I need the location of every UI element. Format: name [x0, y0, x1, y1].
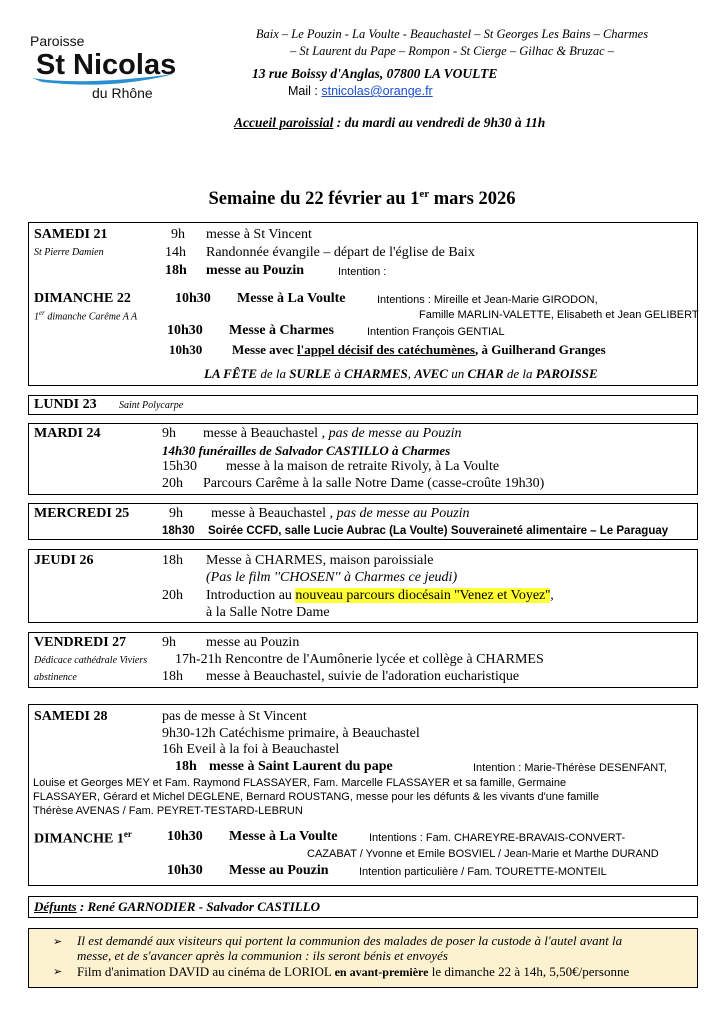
- wednesday-box: [28, 503, 698, 540]
- event-text: Messe à Charmes: [229, 323, 334, 338]
- time: 18h: [165, 263, 187, 278]
- sub-fri27-abstinence: abstinence: [34, 672, 77, 683]
- event-text: messe au Pouzin: [206, 635, 300, 650]
- monday-box: [28, 395, 698, 415]
- day-thu26: JEUDI 26: [34, 553, 94, 568]
- thursday-box: [28, 549, 698, 623]
- day-sat21: SAMEDI 21: [34, 227, 108, 242]
- time: 14h: [165, 245, 186, 260]
- day-wed25: MERCREDI 25: [34, 506, 130, 521]
- day-sat28: SAMEDI 28: [34, 709, 108, 724]
- defunts-line: Défunts : René GARNODIER - Salvador CASTILLO: [34, 899, 321, 914]
- day-mon23: LUNDI 23: [34, 397, 97, 412]
- sub-sun22: 1er dimanche Carême A A: [34, 309, 138, 323]
- parishes-line1: Baix – Le Pouzin - La Voulte - Beauchastel – St Georges Les Bains – Charmes: [255, 27, 649, 41]
- event-text: 17h-21h Rencontre de l'Aumônerie lycée et collège à CHARMES: [175, 652, 544, 667]
- event-text: messe à Beauchastel , pas de messe au Pouzin: [211, 506, 470, 521]
- saint-mon23: Saint Polycarpe: [119, 400, 184, 411]
- parishes-line2: – St Laurent du Pape – Rompon - St Cierge – Gilhac & Bruzac –: [289, 44, 615, 58]
- time: 15h30: [162, 459, 197, 474]
- event-text: Messe à La Voulte: [229, 829, 338, 844]
- time: 18h: [162, 553, 183, 568]
- title-end: mars 2026: [429, 189, 516, 210]
- tuesday-box: [28, 423, 698, 495]
- weekend-box: [28, 222, 698, 386]
- event-text: messe à Saint Laurent du pape: [209, 759, 393, 774]
- event-text: Parcours Carême à la salle Notre Dame (casse-croûte 19h30): [203, 476, 545, 491]
- logo-line1: Paroisse: [30, 33, 85, 49]
- event-text: messe à St Vincent: [206, 227, 312, 242]
- time: 9h: [162, 426, 176, 441]
- event-note: Intention : Marie-Thérèse DESENFANT,: [473, 762, 667, 774]
- arrow-bullet-icon: ➢: [53, 965, 63, 978]
- event-text: à la Salle Notre Dame: [206, 605, 330, 620]
- time: 10h30: [175, 291, 211, 306]
- time: 9h: [169, 506, 183, 521]
- event-text: Messe avec l'appel décisif des catéchumènes, à Guilherand Granges: [232, 342, 606, 357]
- time: 20h: [162, 588, 183, 603]
- logo-line2: St Nicolas: [36, 49, 177, 81]
- event-note: FLASSAYER, Gérard et Michel DEGLENE, Bernard ROUSTANG, messe pour les défunts & les vivants d'une famille: [33, 791, 599, 803]
- time: 18h: [175, 759, 197, 774]
- notes-box: [28, 928, 698, 988]
- weekend2-box: [28, 704, 698, 886]
- title-main: Semaine du 22 février au 1: [208, 189, 420, 210]
- event-note: Intention François GENTIAL: [367, 326, 505, 338]
- day-sun1: DIMANCHE 1er: [34, 829, 132, 847]
- note-line: messe, et de s'avancer après la communion : ils seront bénis et envoyés: [77, 948, 448, 963]
- arrow-bullet-icon: ➢: [53, 935, 63, 948]
- event-note: CAZABAT / Yvonne et Emile BOSVIEL / Jean-Marie et Marthe DURAND: [307, 848, 659, 860]
- mail-link[interactable]: stnicolas@orange.fr: [321, 84, 433, 98]
- time: 10h30: [169, 342, 203, 357]
- time: 9h: [171, 227, 185, 242]
- event-note: Intention particulière / Fam. TOURETTE-MONTEIL: [359, 866, 607, 878]
- accueil: [234, 115, 545, 131]
- event-note: Thérèse AVENAS / Fam. PEYRET-TESTARD-LEBRUN: [33, 805, 303, 817]
- event-note: Intentions : Fam. CHAREYRE-BRAVAIS-CONVERT-: [369, 832, 626, 844]
- event-text: pas de messe à St Vincent: [162, 709, 307, 724]
- accueil-label: Accueil paroissial: [234, 115, 334, 130]
- event-text: messe à Beauchastel , pas de messe au Pouzin: [203, 426, 462, 441]
- note-line: Il est demandé aux visiteurs qui portent la communion des malades de poser la custode à l'autel avant la: [77, 933, 623, 948]
- time: 10h30: [167, 323, 203, 338]
- event-note: Intention :: [338, 266, 387, 278]
- mail-label: Mail :: [288, 84, 318, 98]
- note-line: Film d'animation DAVID au cinéma de LORIOL en avant-première le dimanche 22 à 14h, 5,50€/personne: [77, 964, 630, 979]
- event-text: Introduction au nouveau parcours diocésain ''Venez et Voyez'',: [206, 588, 554, 603]
- event-text: Messe à CHARMES, maison paroissiale: [206, 553, 434, 568]
- address: 13 rue Boissy d'Anglas, 07800 LA VOULTE: [252, 66, 498, 81]
- event-text: Soirée CCFD, salle Lucie Aubrac (La Voulte) Souveraineté alimentaire – Le Paraguay: [208, 525, 669, 537]
- logo-line3: du Rhône: [92, 85, 153, 101]
- event-note: Famille MARLIN-VALETTE, Elisabeth et Jean GELIBERT: [419, 309, 699, 321]
- event-text: 16h Eveil à la foi à Beauchastel: [162, 742, 340, 757]
- time: 9h: [162, 635, 176, 650]
- event-text: Randonnée évangile – départ de l'église de Baix: [206, 245, 475, 260]
- day-sun22: DIMANCHE 22: [34, 291, 131, 306]
- event-text: (Pas le film ''CHOSEN'' à Charmes ce jeudi): [206, 570, 458, 585]
- time: 18h30: [162, 525, 195, 537]
- event-text: 14h30 funérailles de Salvador CASTILLO à Charmes: [162, 443, 451, 458]
- title-sup: er: [419, 188, 430, 200]
- friday-box: [28, 632, 698, 688]
- page-title: [0, 188, 724, 210]
- time: 18h: [162, 669, 183, 684]
- event-text: messe à la maison de retraite Rivoly, à La Voulte: [226, 459, 500, 474]
- event-note: Louise et Georges MEY et Fam. Raymond FLASSAYER, Fam. Marcelle FLASSAYER et sa famille, Germaine: [33, 777, 567, 789]
- saint-sat21: St Pierre Damien: [34, 247, 104, 258]
- defunts-box: [28, 896, 698, 918]
- day-fri27: VENDREDI 27: [34, 635, 127, 650]
- event-text: Messe au Pouzin: [229, 863, 329, 878]
- day-tue24: MARDI 24: [34, 426, 101, 441]
- accueil-text: : du mardi au vendredi de 9h30 à 11h: [333, 115, 546, 130]
- time: 10h30: [167, 863, 203, 878]
- time: 20h: [162, 476, 183, 491]
- parishes-list: [212, 26, 692, 60]
- event-note: Intentions : Mireille et Jean-Marie GIRODON,: [377, 294, 598, 306]
- event-text: 9h30-12h Catéchisme primaire, à Beauchastel: [162, 726, 420, 741]
- event-text: messe à Beauchastel, suivie de l'adoration eucharistique: [206, 669, 520, 684]
- parish-logo: [22, 30, 182, 102]
- event-text: messe au Pouzin: [206, 263, 304, 278]
- sub-fri27: Dédicace cathédrale Viviers: [34, 655, 148, 666]
- time: 10h30: [167, 829, 203, 844]
- fete-line: LA FÊTE de la SURLE à CHARMES, AVEC un CHAR de la PAROISSE: [204, 366, 598, 381]
- event-text: Messe à La Voulte: [237, 291, 346, 306]
- mail-line: [288, 84, 433, 98]
